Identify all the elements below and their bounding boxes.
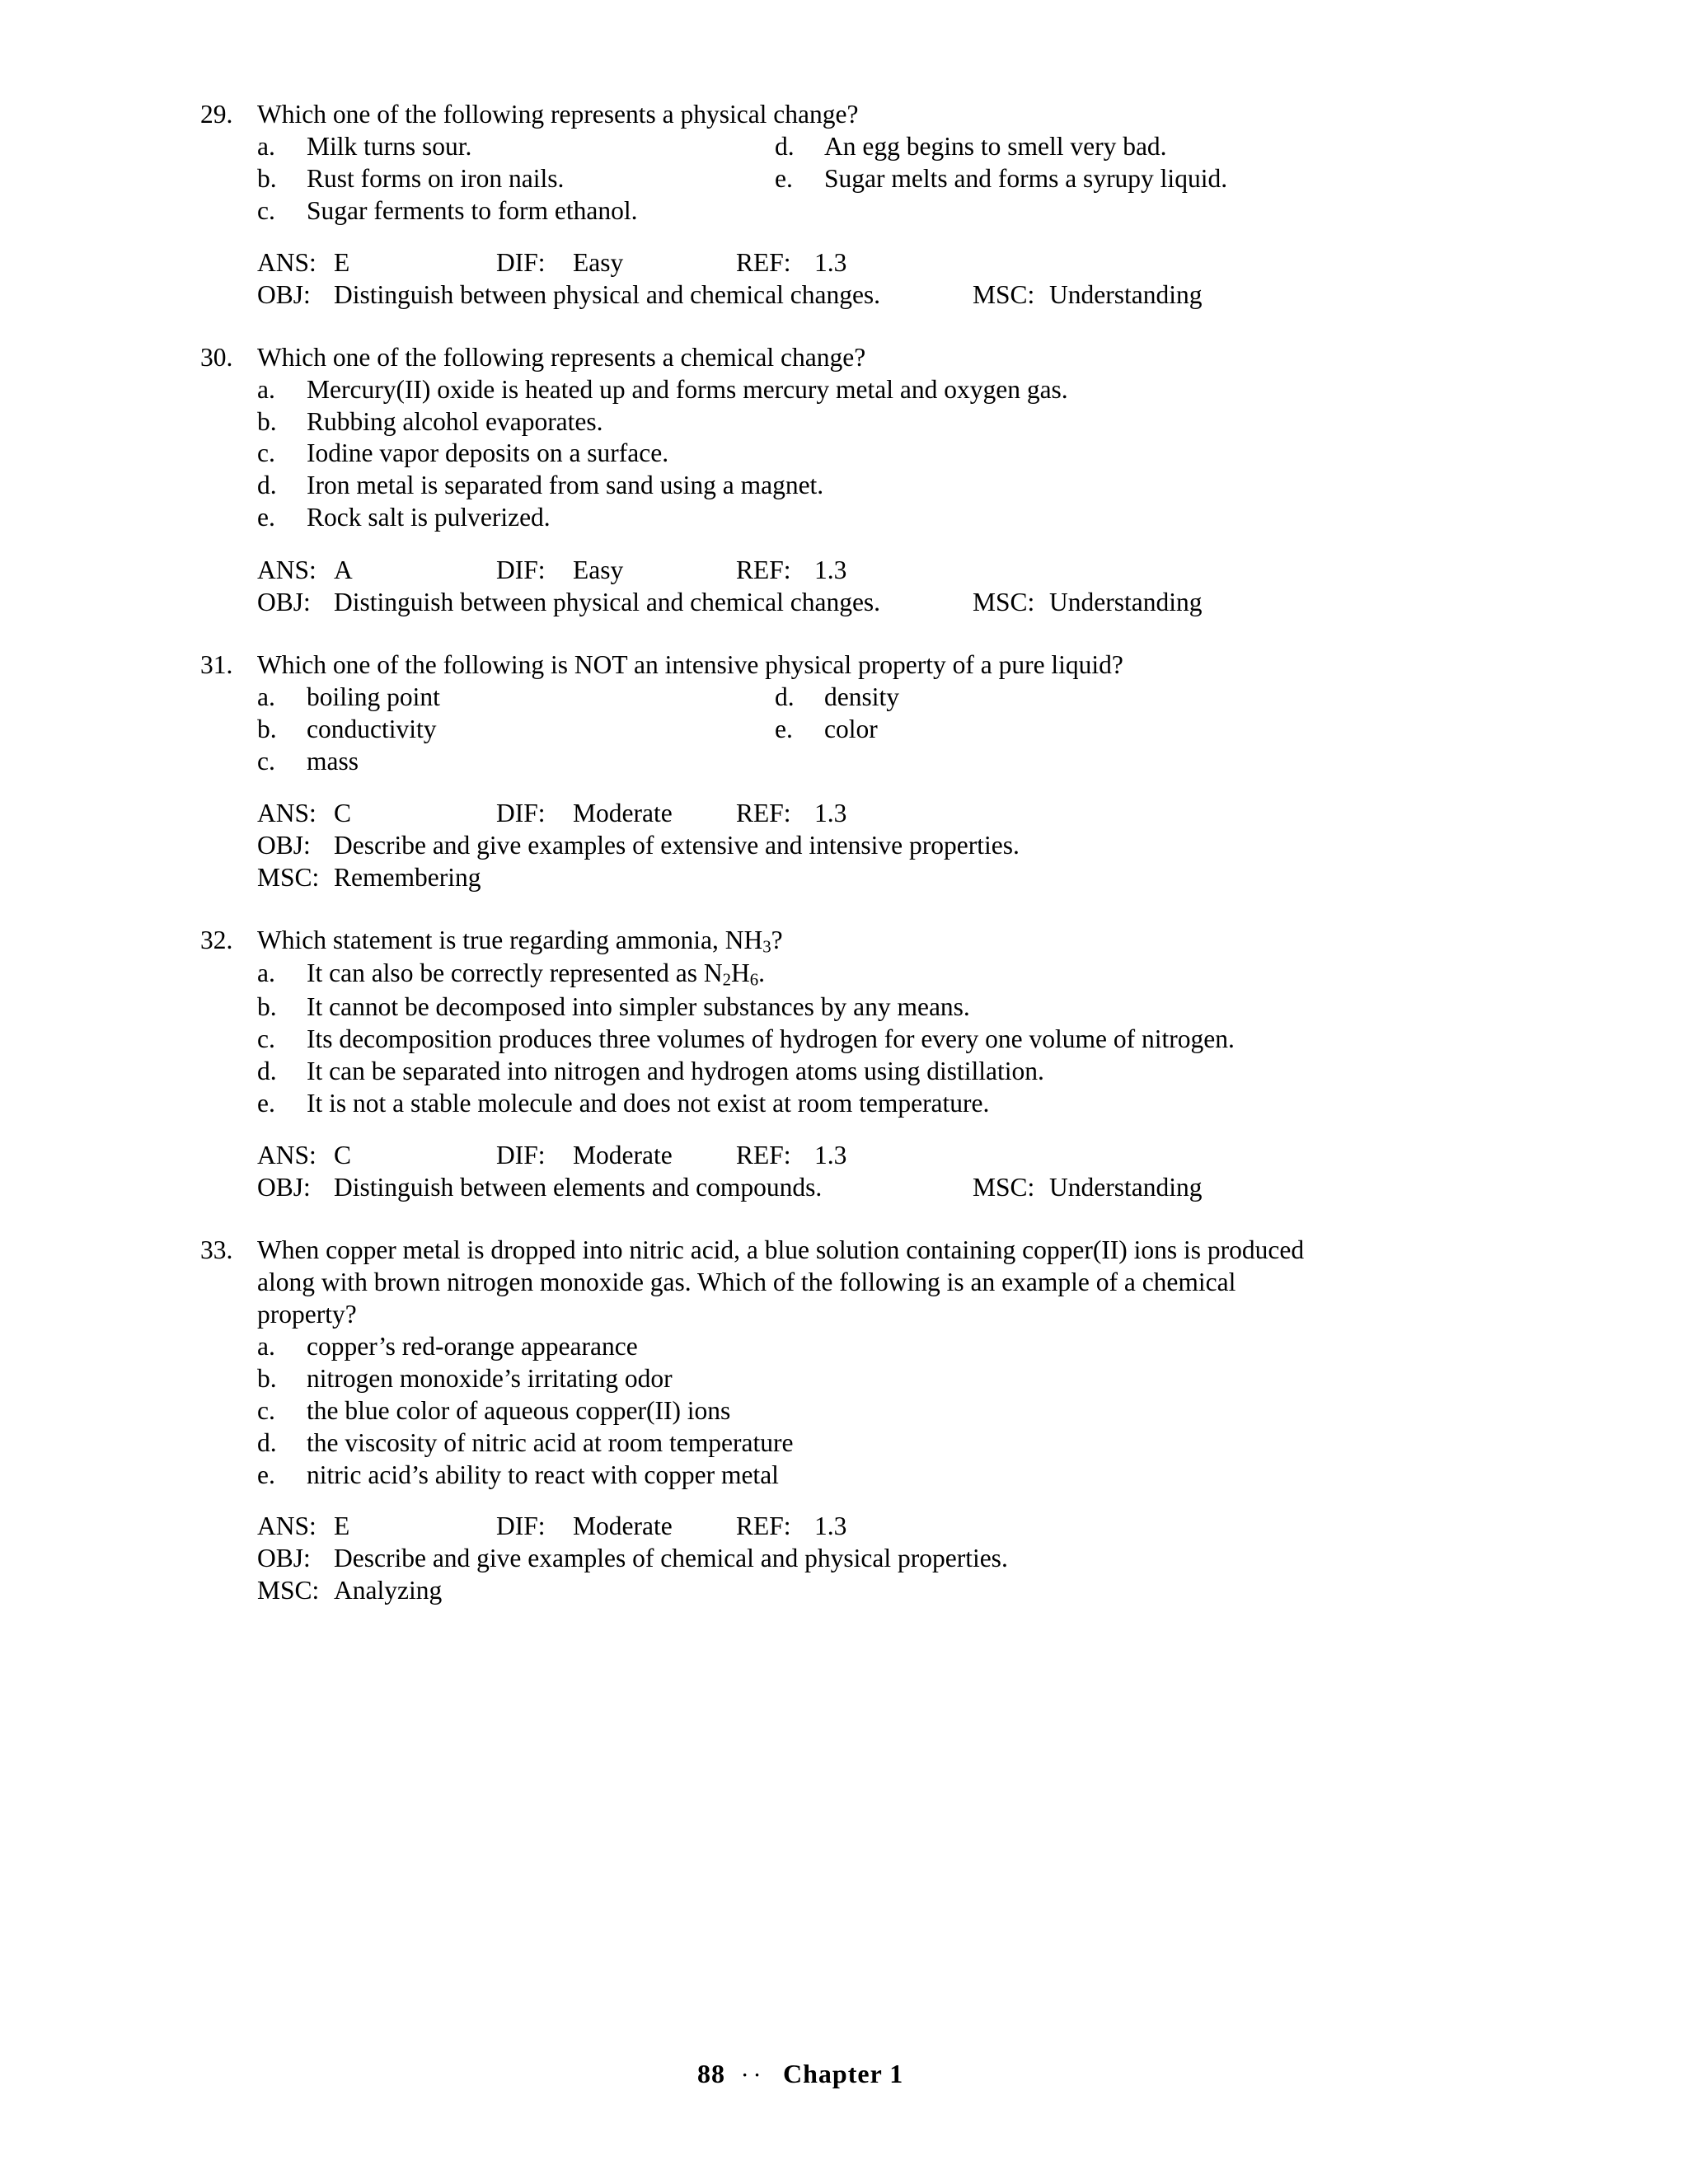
msc-value: Understanding	[1049, 1173, 1203, 1202]
option-text: Iodine vapor deposits on a surface.	[307, 438, 669, 467]
ref-label: REF:	[736, 248, 791, 277]
option-text: the blue color of aqueous copper(II) ions	[307, 1396, 731, 1425]
question-stem: Which one of the following represents a physical change?	[257, 100, 859, 129]
option-text: It can be separated into nitrogen and hydrogen atoms using distillation.	[307, 1057, 1044, 1085]
dif-value: Easy	[573, 248, 624, 277]
msc-value: Remembering	[334, 863, 481, 892]
question-number: 33.	[200, 1235, 233, 1264]
question-number: 31.	[200, 650, 233, 679]
question-stem: Which one of the following represents a chemical change?	[257, 343, 866, 372]
obj-value: Distinguish between physical and chemical changes.	[334, 280, 881, 309]
question-stem-line-2: along with brown nitrogen monoxide gas. Which of the following is an example of a chemical	[257, 1268, 1236, 1296]
option-letter: e.	[257, 1089, 275, 1118]
ans-label: ANS:	[257, 555, 316, 584]
option-text: the viscosity of nitric acid at room temperature	[307, 1428, 794, 1457]
subscript: 3	[762, 937, 771, 957]
option-letter: a.	[257, 958, 275, 987]
option-text: density	[824, 682, 899, 711]
dif-label: DIF:	[496, 1511, 546, 1540]
question-number: 29.	[200, 100, 233, 129]
option-letter: d.	[257, 1428, 277, 1457]
ans-value: E	[334, 1511, 350, 1540]
stem-text: ?	[771, 926, 783, 954]
option-text: nitric acid’s ability to react with copper metal	[307, 1460, 779, 1489]
option-text-part: It can also be correctly represented as N	[307, 958, 723, 987]
option-letter: a.	[257, 1332, 275, 1361]
page-number: 88	[697, 2059, 725, 2088]
option-text: Rust forms on iron nails.	[307, 164, 565, 193]
msc-label: MSC:	[973, 1173, 1035, 1202]
option-letter: a.	[257, 132, 275, 161]
obj-value: Distinguish between physical and chemical changes.	[334, 588, 881, 616]
ref-label: REF:	[736, 1511, 791, 1540]
option-text-part: H	[731, 958, 750, 987]
option-text: boiling point	[307, 682, 440, 711]
question-number: 32.	[200, 926, 233, 954]
option-letter: b.	[257, 164, 277, 193]
option-text: It cannot be decomposed into simpler substances by any means.	[307, 992, 970, 1021]
obj-label: OBJ:	[257, 1544, 311, 1572]
ref-value: 1.3	[814, 1141, 847, 1169]
option-text	[307, 958, 765, 990]
dif-label: DIF:	[496, 1141, 546, 1169]
msc-label: MSC:	[973, 588, 1035, 616]
option-letter: b.	[257, 715, 277, 743]
option-text-part: .	[758, 958, 766, 987]
option-text: It is not a stable molecule and does not exist at room temperature.	[307, 1089, 990, 1118]
dif-value: Easy	[573, 555, 624, 584]
question-number: 30.	[200, 343, 233, 372]
subscript: 2	[722, 970, 732, 990]
ans-value: E	[334, 248, 350, 277]
ref-value: 1.3	[814, 1511, 847, 1540]
subscript: 6	[749, 970, 759, 990]
option-letter: d.	[257, 471, 277, 499]
option-letter: e.	[775, 715, 793, 743]
option-text: mass	[307, 747, 359, 776]
ans-label: ANS:	[257, 1511, 316, 1540]
option-letter: b.	[257, 992, 277, 1021]
ref-label: REF:	[736, 799, 791, 827]
question-stem	[257, 925, 1411, 957]
ans-label: ANS:	[257, 248, 316, 277]
option-letter: a.	[257, 682, 275, 711]
option-text: Iron metal is separated from sand using a magnet.	[307, 471, 824, 499]
dif-value: Moderate	[573, 1511, 673, 1540]
option-letter: a.	[257, 375, 275, 404]
option-letter: c.	[257, 1396, 275, 1425]
option-letter: c.	[257, 438, 275, 467]
option-text: Rubbing alcohol evaporates.	[307, 407, 603, 436]
option-text: Rock salt is pulverized.	[307, 503, 551, 532]
obj-label: OBJ:	[257, 588, 311, 616]
msc-value: Understanding	[1049, 280, 1203, 309]
option-text: An egg begins to smell very bad.	[824, 132, 1167, 161]
msc-label: MSC:	[257, 863, 320, 892]
option-text: Milk turns sour.	[307, 132, 472, 161]
obj-label: OBJ:	[257, 1173, 311, 1202]
dif-label: DIF:	[496, 555, 546, 584]
option-letter: e.	[257, 503, 275, 532]
option-letter: e.	[257, 1460, 275, 1489]
option-text: color	[824, 715, 878, 743]
option-text: Mercury(II) oxide is heated up and forms mercury metal and oxygen gas.	[307, 375, 1068, 404]
option-letter: b.	[257, 1364, 277, 1393]
ref-value: 1.3	[814, 555, 847, 584]
option-letter: c.	[257, 1024, 275, 1053]
option-letter: c.	[257, 747, 275, 776]
option-text: Sugar ferments to form ethanol.	[307, 196, 638, 225]
dif-value: Moderate	[573, 799, 673, 827]
obj-value: Distinguish between elements and compounds.	[334, 1173, 823, 1202]
option-text: nitrogen monoxide’s irritating odor	[307, 1364, 673, 1393]
ref-value: 1.3	[814, 799, 847, 827]
option-letter: d.	[775, 682, 795, 711]
msc-value: Understanding	[1049, 588, 1203, 616]
ref-label: REF:	[736, 1141, 791, 1169]
ref-label: REF:	[736, 555, 791, 584]
question-stem-line-1: When copper metal is dropped into nitric acid, a blue solution containing copper(II) ions is produced	[257, 1235, 1305, 1264]
ans-label: ANS:	[257, 1141, 316, 1169]
dif-label: DIF:	[496, 799, 546, 827]
stem-text: Which statement is true regarding ammonia, NH	[257, 926, 763, 954]
obj-value: Describe and give examples of extensive and intensive properties.	[334, 831, 1020, 860]
dif-value: Moderate	[573, 1141, 673, 1169]
question-stem-line-3: property?	[257, 1300, 357, 1329]
option-text: conductivity	[307, 715, 437, 743]
option-text: Its decomposition produces three volumes of hydrogen for every one volume of nitrogen.	[307, 1024, 1235, 1053]
ans-label: ANS:	[257, 799, 316, 827]
option-letter: c.	[257, 196, 275, 225]
option-text: copper’s red-orange appearance	[307, 1332, 638, 1361]
option-letter: e.	[775, 164, 793, 193]
obj-label: OBJ:	[257, 831, 311, 860]
obj-label: OBJ:	[257, 280, 311, 309]
option-text: Sugar melts and forms a syrupy liquid.	[824, 164, 1228, 193]
ans-value: A	[334, 555, 353, 584]
msc-label: MSC:	[973, 280, 1035, 309]
question-stem: Which one of the following is NOT an intensive physical property of a pure liquid?	[257, 650, 1123, 679]
option-letter: d.	[775, 132, 795, 161]
ref-value: 1.3	[814, 248, 847, 277]
option-letter: b.	[257, 407, 277, 436]
ans-value: C	[334, 1141, 352, 1169]
dif-label: DIF:	[496, 248, 546, 277]
chapter-label: Chapter 1	[783, 2059, 904, 2088]
option-letter: d.	[257, 1057, 277, 1085]
msc-value: Analyzing	[334, 1576, 443, 1605]
footer-separator: · ·	[742, 2064, 762, 2085]
obj-value: Describe and give examples of chemical and physical properties.	[334, 1544, 1008, 1572]
ans-value: C	[334, 799, 352, 827]
msc-label: MSC:	[257, 1576, 320, 1605]
